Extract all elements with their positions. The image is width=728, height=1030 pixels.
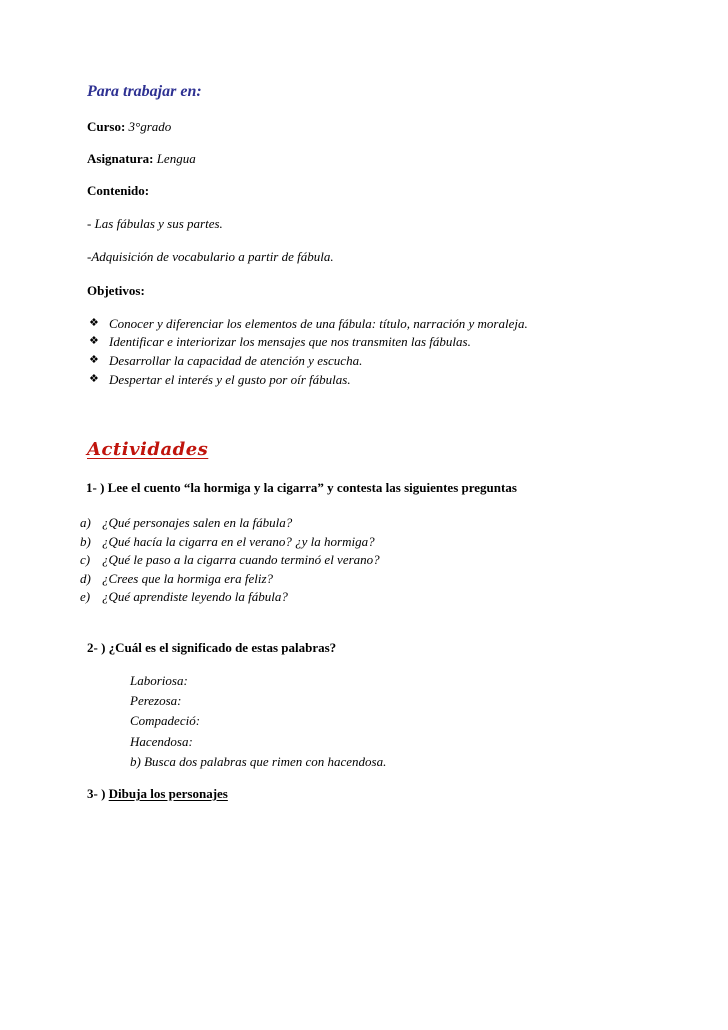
objetivo-item bbox=[89, 373, 351, 386]
diamond-bullet-icon: ❖ bbox=[89, 317, 99, 329]
objetivos-label: Objetivos: bbox=[87, 283, 145, 298]
contenido-item: - Las fábulas y sus partes. bbox=[87, 216, 223, 231]
diamond-bullet-icon: ❖ bbox=[89, 335, 99, 347]
objetivo-text: Conocer y diferenciar los elementos de una fábula: título, narración y moraleja. bbox=[109, 316, 528, 331]
question-text: ¿Qué personajes salen en la fábula? bbox=[102, 515, 293, 530]
vocab-extra: b) Busca dos palabras que rimen con hacendosa. bbox=[130, 754, 387, 769]
objetivo-text: Desarrollar la capacidad de atención y escucha. bbox=[109, 353, 363, 368]
objetivo-item bbox=[89, 335, 471, 348]
question-item bbox=[80, 590, 288, 603]
vocab-word: Compadeció: bbox=[130, 713, 201, 728]
activity-1-text: Lee el cuento “la hormiga y la cigarra” y contesta las siguientes preguntas bbox=[107, 480, 517, 495]
question-text: ¿Qué hacía la cigarra en el verano? ¿y la hormiga? bbox=[102, 534, 375, 549]
activity-3-heading bbox=[87, 787, 228, 800]
question-item bbox=[80, 553, 380, 566]
objetivo-item bbox=[89, 317, 528, 330]
vocab-word: Laboriosa: bbox=[130, 673, 188, 688]
question-item bbox=[80, 535, 375, 548]
asignatura-label: Asignatura: bbox=[87, 151, 154, 166]
asignatura-value: Lengua bbox=[156, 151, 196, 166]
activity-3-number: 3- ) bbox=[87, 786, 106, 801]
activity-1-heading bbox=[86, 481, 517, 494]
curso-value: 3°grado bbox=[128, 119, 172, 134]
contenido-item: -Adquisición de vocabulario a partir de fábula. bbox=[87, 249, 334, 264]
question-label: d) bbox=[80, 571, 91, 586]
question-item bbox=[80, 572, 273, 585]
objetivo-text: Identificar e interiorizar los mensajes que nos transmiten las fábulas. bbox=[109, 334, 471, 349]
activity-3-text: Dibuja los personajes bbox=[108, 786, 228, 801]
objetivo-item bbox=[89, 354, 362, 367]
question-label: c) bbox=[80, 552, 91, 567]
activity-2-number: 2- ) bbox=[87, 640, 106, 655]
question-label: e) bbox=[80, 589, 91, 604]
question-label: b) bbox=[80, 534, 91, 549]
page-title: Para trabajar en: bbox=[87, 83, 202, 100]
question-text: ¿Crees que la hormiga era feliz? bbox=[102, 571, 274, 586]
activity-2-heading bbox=[87, 641, 336, 654]
vocab-word: Perezosa: bbox=[130, 693, 182, 708]
diamond-bullet-icon: ❖ bbox=[89, 373, 99, 385]
actividades-title: Actividades bbox=[87, 439, 209, 460]
question-item bbox=[80, 516, 292, 529]
question-label: a) bbox=[80, 515, 91, 530]
activity-2-text: ¿Cuál es el significado de estas palabras? bbox=[108, 640, 337, 655]
objetivo-text: Despertar el interés y el gusto por oír fábulas. bbox=[109, 372, 351, 387]
contenido-label: Contenido: bbox=[87, 183, 150, 198]
diamond-bullet-icon: ❖ bbox=[89, 354, 99, 366]
question-text: ¿Qué aprendiste leyendo la fábula? bbox=[102, 589, 288, 604]
activity-1-number: 1- ) bbox=[86, 480, 105, 495]
curso-line bbox=[87, 120, 171, 133]
asignatura-line bbox=[87, 152, 196, 165]
curso-label: Curso: bbox=[87, 119, 126, 134]
vocab-word: Hacendosa: bbox=[130, 734, 193, 749]
question-text: ¿Qué le paso a la cigarra cuando terminó el verano? bbox=[102, 552, 380, 567]
